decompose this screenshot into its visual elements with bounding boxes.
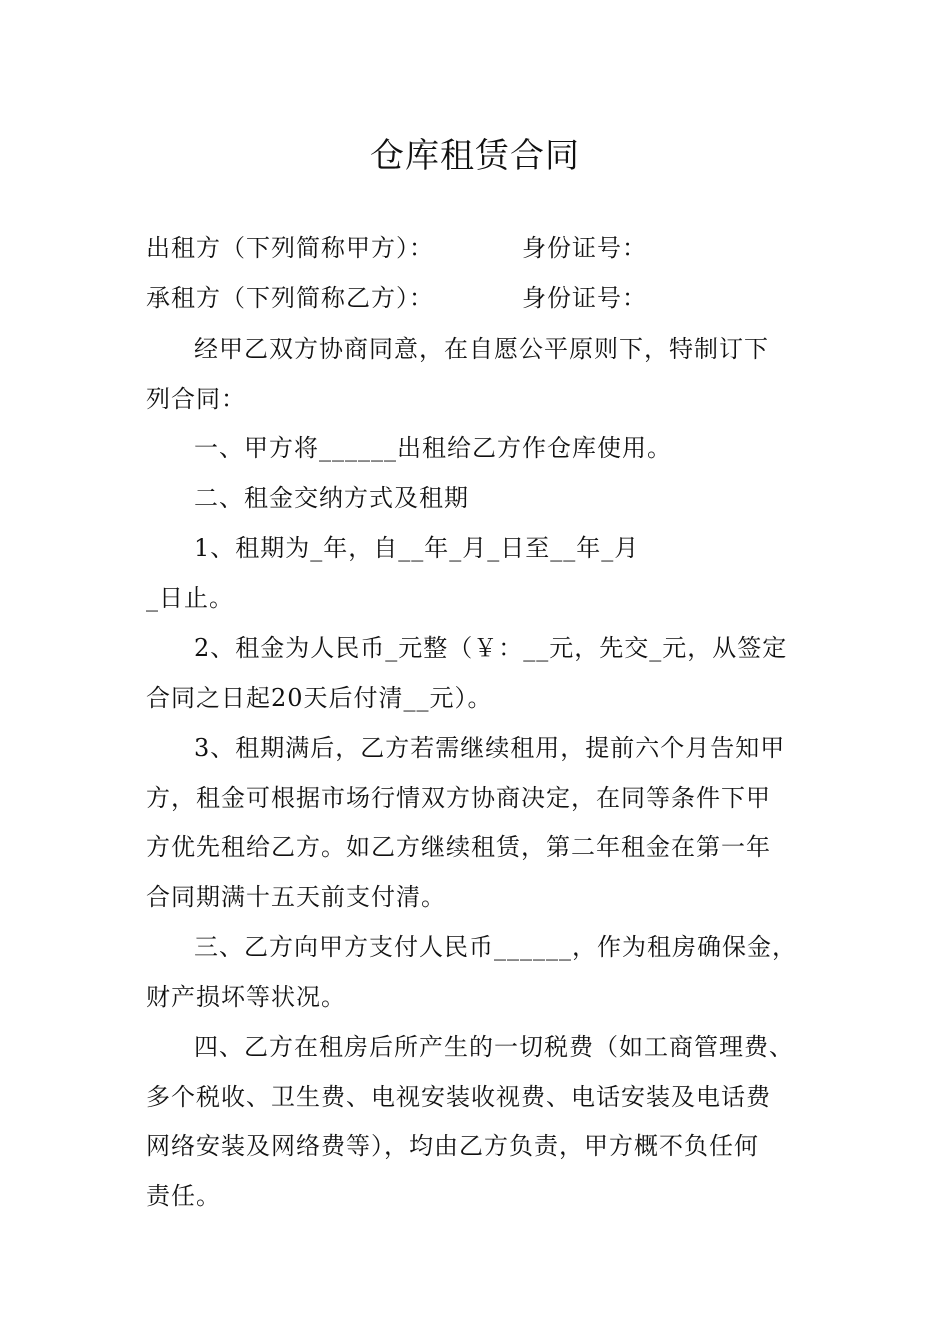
tax-line: 网络安装及网络费等），均由乙方负责，甲方概不负任何 [146,1132,759,1160]
renewal-line: 方，租金可根据市场行情双方协商决定，在同等条件下甲 [146,784,771,812]
party-a-row [146,233,647,263]
deposit-line: 三、乙方向甲方支付人民币______，作为租房确保金， [194,933,797,961]
paragraph-line: 经甲乙双方协商同意，在自愿公平原则下，特制订下 [194,335,769,363]
tax-line: 四、乙方在租房后所产生的一切税费（如工商管理费、 [194,1033,794,1061]
term-line: _日止。 [146,584,234,612]
tax-line: 责任。 [146,1182,221,1210]
renewal-line: 3、租期满后，乙方若需继续租用，提前六个月告知甲 [194,734,786,762]
renewal-line: 方优先租给乙方。如乙方继续租赁，第二年租金在第一年 [146,833,771,861]
party-b-label: 承租方（下列简称乙方）： [146,284,434,312]
paragraph-line: 列合同： [146,385,246,413]
rent-line: 合同之日起20天后付清__元）。 [146,684,493,712]
tax-line: 多个税收、卫生费、电视安装收视费、电话安装及电话费 [146,1083,771,1111]
rent-line: 2、租金为人民币_元整（￥：__元，先交_元，从签定 [194,634,788,662]
party-b-row [146,283,647,313]
party-b-id-label: 身份证号： [522,284,647,312]
deposit-line: 财产损坏等状况。 [146,983,346,1011]
clause-2-heading: 二、租金交纳方式及租期 [194,484,469,512]
party-a-label: 出租方（下列简称甲方）： [146,234,434,262]
term-line: 1、租期为_年，自__年_月_日至__年_月 [194,534,640,562]
document-title: 仓库租赁合同 [370,136,580,176]
clause-1-line: 一、甲方将______出租给乙方作仓库使用。 [194,434,672,462]
renewal-line: 合同期满十五天前支付清。 [146,883,446,911]
party-a-id-label: 身份证号： [522,234,647,262]
